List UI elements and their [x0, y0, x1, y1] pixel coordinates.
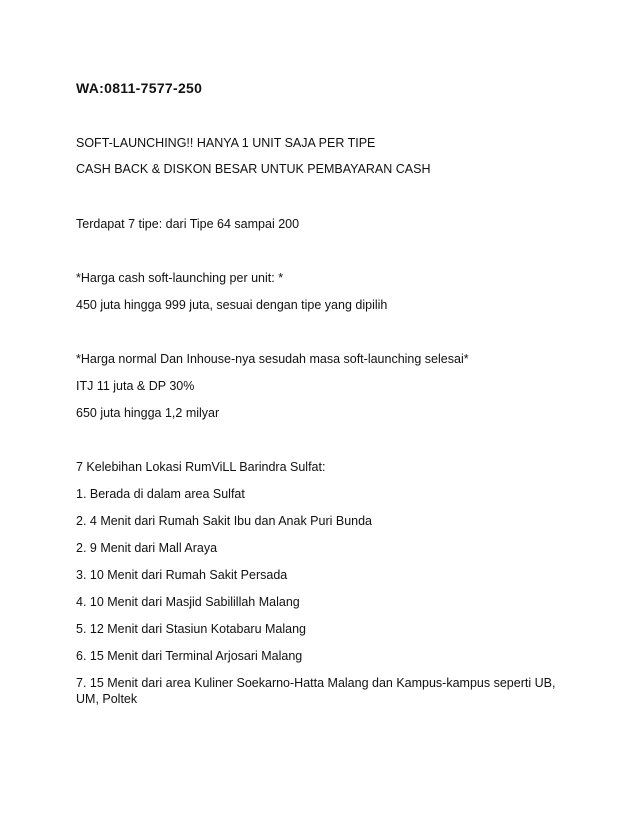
whatsapp-number: WA:0811-7577-250 [76, 80, 203, 96]
promo-line-1: SOFT-LAUNCHING!! HANYA 1 UNIT SAJA PER TIPE [76, 136, 376, 150]
list-item: 2. 9 Menit dari Mall Araya [76, 541, 218, 555]
list-item: 5. 12 Menit dari Stasiun Kotabaru Malang [76, 622, 306, 636]
list-item: 6. 15 Menit dari Terminal Arjosari Malang [76, 649, 303, 663]
normal-price-heading: *Harga normal Dan Inhouse-nya sesudah masa soft-launching selesai* [76, 352, 469, 366]
advantages-heading: 7 Kelebihan Lokasi RumViLL Barindra Sulfat: [76, 460, 326, 474]
list-item: 4. 10 Menit dari Masjid Sabilillah Malang [76, 595, 300, 609]
cash-price-value: 450 juta hingga 999 juta, sesuai dengan tipe yang dipilih [76, 298, 388, 312]
normal-price-value: 650 juta hingga 1,2 milyar [76, 406, 220, 420]
list-item: 7. 15 Menit dari area Kuliner Soekarno-Hatta Malang dan Kampus-kampus seperti UB, UM, Poltek [76, 676, 556, 706]
promo-line-2: CASH BACK & DISKON BESAR UNTUK PEMBAYARAN CASH [76, 162, 431, 176]
list-item: 1. Berada di dalam area Sulfat [76, 487, 245, 501]
cash-price-heading: *Harga cash soft-launching per unit: * [76, 271, 284, 285]
list-item: 3. 10 Menit dari Rumah Sakit Persada [76, 568, 288, 582]
types-line: Terdapat 7 tipe: dari Tipe 64 sampai 200 [76, 217, 300, 231]
normal-price-terms: ITJ 11 juta & DP 30% [76, 379, 195, 393]
list-item: 2. 4 Menit dari Rumah Sakit Ibu dan Anak Puri Bunda [76, 514, 373, 528]
